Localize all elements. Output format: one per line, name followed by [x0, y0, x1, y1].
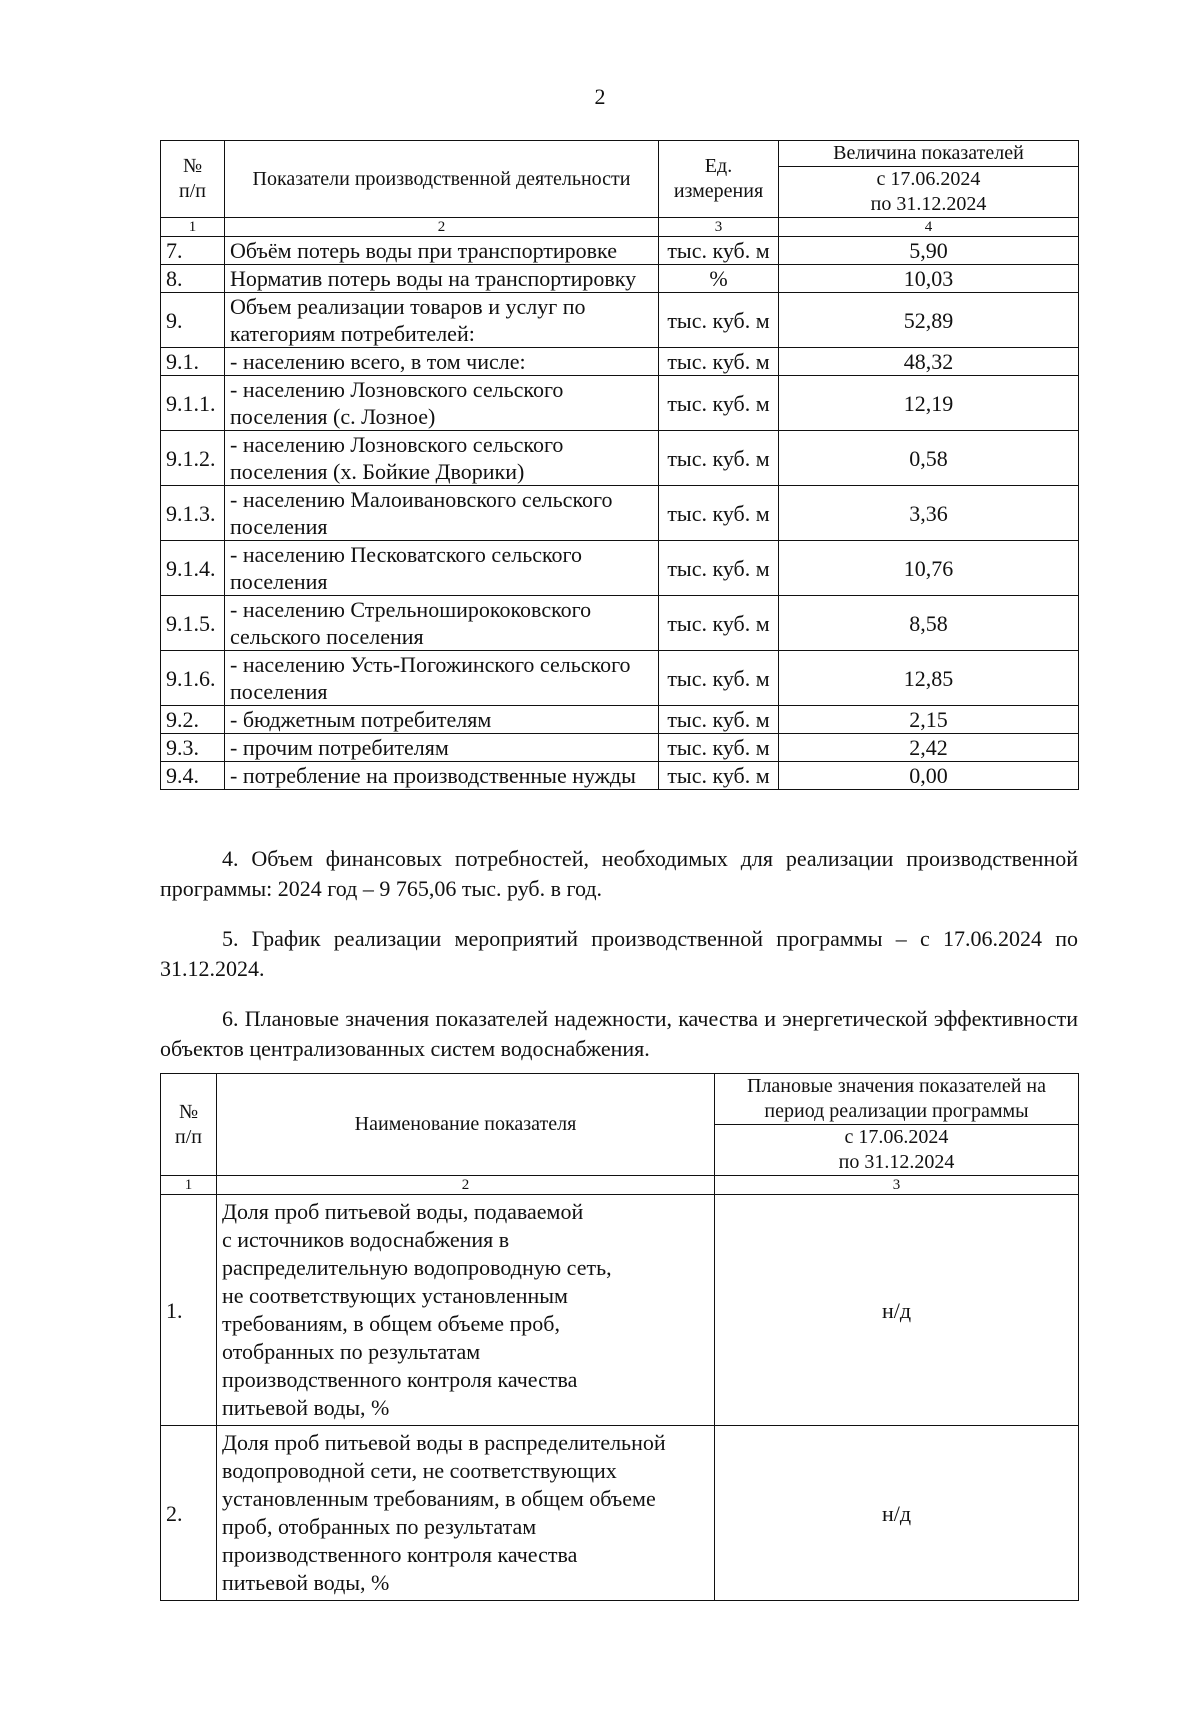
row-unit: тыс. куб. м	[659, 651, 779, 706]
paragraph-schedule	[160, 924, 1078, 984]
row-indicator: - населению Стрельноширококовского сельского поселения	[225, 596, 659, 651]
row-unit: тыс. куб. м	[659, 596, 779, 651]
production-indicators-table	[160, 140, 1079, 790]
row-indicator: Норматив потерь воды на транспортировку	[225, 265, 659, 293]
row-unit: тыс. куб. м	[659, 293, 779, 348]
row-value: 0,00	[779, 762, 1079, 790]
row-num: 2.	[161, 1426, 217, 1601]
row-indicator: - населению Лозновского сельского поселения (х. Бойкие Дворики)	[225, 431, 659, 486]
paragraph-planned-values	[160, 1004, 1078, 1064]
header-num: № п/п	[161, 1074, 217, 1176]
table-row	[161, 237, 1079, 265]
row-num: 9.1.6.	[161, 651, 225, 706]
row-value: н/д	[715, 1195, 1079, 1426]
row-unit: тыс. куб. м	[659, 762, 779, 790]
paragraph-4-text: 4. Объем финансовых потребностей, необходимых для реализации производственной программы: 2024 год – 9 765,06 тыс. руб. в год.	[160, 846, 1078, 901]
page-number: 2	[594, 84, 606, 109]
header-num: № п/п	[161, 141, 225, 218]
table-row	[161, 293, 1079, 348]
table-row	[161, 1426, 1079, 1601]
row-value: 5,90	[779, 237, 1079, 265]
row-indicator: - населению Усть-Погожинского сельского поселения	[225, 651, 659, 706]
row-indicator-name: Доля проб питьевой воды в распределительной водопроводной сети, не соответствующих установленным требованиям, в общем объеме проб, отобранных по результатам производственного контроля качества питьевой воды, %	[217, 1426, 715, 1601]
row-indicator: Объём потерь воды при транспортировке	[225, 237, 659, 265]
row-unit: тыс. куб. м	[659, 706, 779, 734]
table-row	[161, 651, 1079, 706]
row-num: 9.3.	[161, 734, 225, 762]
row-value: 52,89	[779, 293, 1079, 348]
paragraph-financial-needs	[160, 844, 1078, 904]
row-value: 48,32	[779, 348, 1079, 376]
row-unit: тыс. куб. м	[659, 541, 779, 596]
row-indicator: Объем реализации товаров и услуг по категориям потребителей:	[225, 293, 659, 348]
column-number: 2	[217, 1176, 715, 1195]
column-number: 1	[161, 1176, 217, 1195]
row-indicator: - населению Лозновского сельского поселения (с. Лозное)	[225, 376, 659, 431]
table-row	[161, 348, 1079, 376]
row-unit: тыс. куб. м	[659, 348, 779, 376]
column-number: 2	[225, 218, 659, 237]
row-unit: тыс. куб. м	[659, 376, 779, 431]
table-row	[161, 1195, 1079, 1426]
row-value: 10,03	[779, 265, 1079, 293]
table-row	[161, 734, 1079, 762]
column-number: 1	[161, 218, 225, 237]
row-indicator: - бюджетным потребителям	[225, 706, 659, 734]
row-unit: %	[659, 265, 779, 293]
row-indicator: - населению Малоивановского сельского поселения	[225, 486, 659, 541]
row-value: 12,19	[779, 376, 1079, 431]
table-row	[161, 431, 1079, 486]
row-num: 9.1.	[161, 348, 225, 376]
row-indicator: - населению всего, в том числе:	[225, 348, 659, 376]
table-row	[161, 706, 1079, 734]
header-indicator-name: Наименование показателя	[217, 1074, 715, 1176]
reliability-indicators-table	[160, 1073, 1079, 1601]
row-num: 7.	[161, 237, 225, 265]
row-unit: тыс. куб. м	[659, 431, 779, 486]
column-number: 4	[779, 218, 1079, 237]
row-value: 2,15	[779, 706, 1079, 734]
header-period: с 17.06.2024 по 31.12.2024	[779, 167, 1079, 218]
row-value: 8,58	[779, 596, 1079, 651]
row-value: 12,85	[779, 651, 1079, 706]
row-value: 10,76	[779, 541, 1079, 596]
column-number: 3	[659, 218, 779, 237]
row-value: 3,36	[779, 486, 1079, 541]
table-row	[161, 486, 1079, 541]
header-planned-values: Плановые значения показателей на период реализации программы	[715, 1074, 1079, 1125]
table-row	[161, 265, 1079, 293]
header-value-group: Величина показателей	[779, 141, 1079, 167]
row-indicator: - потребление на производственные нужды	[225, 762, 659, 790]
row-indicator-name: Доля проб питьевой воды, подаваемой с источников водоснабжения в распределительную водопроводную сеть, не соответствующих установленным требованиям, в общем объеме проб, отобранных по результатам производственного контроля качества питьевой воды, %	[217, 1195, 715, 1426]
column-number: 3	[715, 1176, 1079, 1195]
row-num: 9.1.4.	[161, 541, 225, 596]
row-num: 9.4.	[161, 762, 225, 790]
header-period: с 17.06.2024 по 31.12.2024	[715, 1125, 1079, 1176]
row-indicator: - прочим потребителям	[225, 734, 659, 762]
row-num: 8.	[161, 265, 225, 293]
row-num: 9.1.1.	[161, 376, 225, 431]
paragraph-5-text: 5. График реализации мероприятий производственной программы – с 17.06.2024 по 31.12.2024.	[160, 926, 1078, 981]
row-num: 9.1.5.	[161, 596, 225, 651]
table-row	[161, 596, 1079, 651]
row-value: 0,58	[779, 431, 1079, 486]
header-indicator: Показатели производственной деятельности	[225, 141, 659, 218]
row-num: 1.	[161, 1195, 217, 1426]
row-unit: тыс. куб. м	[659, 486, 779, 541]
row-value: 2,42	[779, 734, 1079, 762]
row-num: 9.1.3.	[161, 486, 225, 541]
row-indicator: - населению Песковатского сельского поселения	[225, 541, 659, 596]
row-unit: тыс. куб. м	[659, 734, 779, 762]
table-row	[161, 762, 1079, 790]
table-row	[161, 376, 1079, 431]
row-unit: тыс. куб. м	[659, 237, 779, 265]
row-num: 9.	[161, 293, 225, 348]
table-row	[161, 541, 1079, 596]
header-unit: Ед. измерения	[659, 141, 779, 218]
paragraph-6-text: 6. Плановые значения показателей надежности, качества и энергетической эффективности объектов централизованных систем водоснабжения.	[160, 1006, 1078, 1061]
row-num: 9.2.	[161, 706, 225, 734]
row-num: 9.1.2.	[161, 431, 225, 486]
row-value: н/д	[715, 1426, 1079, 1601]
